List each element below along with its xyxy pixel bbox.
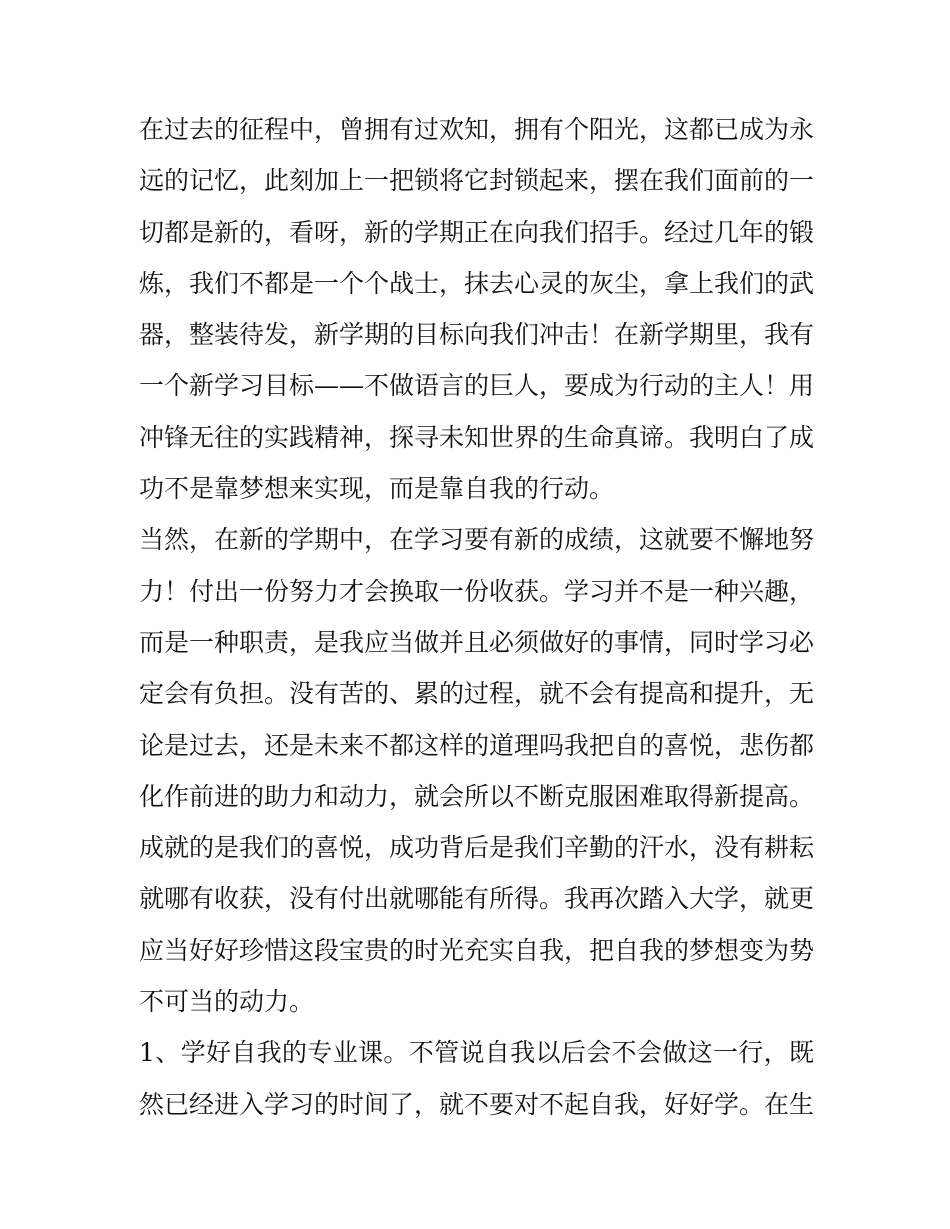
text-line: 论是过去，还是未来不都这样的道理吗我把自的喜悦，悲伤都 (139, 730, 815, 760)
text-line: 化作前进的助力和动力，就会所以不断克服困难取得新提高。 (139, 781, 815, 811)
text-line: 成就的是我们的喜悦，成功背后是我们辛勤的汗水，没有耕耘 (139, 833, 815, 863)
text-line: 一个新学习目标——不做语言的巨人，要成为行动的主人！用 (139, 371, 815, 401)
text-line: 力！付出一份努力才会换取一份收获。学习并不是一种兴趣， (139, 576, 815, 606)
text-line: 功不是靠梦想来实现，而是靠自我的行动。 (139, 474, 615, 504)
body-text (139, 104, 814, 1130)
text-line: 远的记忆，此刻加上一把锁将它封锁起来，摆在我们面前的一 (139, 166, 815, 196)
text-line: 当然，在新的学期中，在学习要有新的成绩，这就要不懈地努 (139, 525, 815, 555)
text-line: 应当好好珍惜这段宝贵的时光充实自我，把自我的梦想变为势 (139, 935, 815, 965)
text-line: 冲锋无往的实践精神，探寻未知世界的生命真谛。我明白了成 (139, 422, 815, 452)
text-line: 就哪有收获，没有付出就哪能有所得。我再次踏入大学，就更 (139, 884, 815, 914)
text-line: 在过去的征程中，曾拥有过欢知，拥有个阳光，这都已成为永 (139, 115, 815, 144)
text-line: 切都是新的，看呀，新的学期正在向我们招手。经过几年的锻 (139, 217, 815, 247)
text-line: 定会有负担。没有苦的、累的过程，就不会有提高和提升，无 (139, 679, 815, 709)
text-line: 炼，我们不都是一个个战士，抹去心灵的灰尘，拿上我们的武 (139, 268, 815, 298)
text-line: 1、学好自我的专业课。不管说自我以后会不会做这一行，既 (139, 1038, 814, 1068)
text-line: 器，整装待发，新学期的目标向我们冲击！在新学期里，我有 (139, 320, 815, 350)
text-line: 不可当的动力。 (139, 987, 315, 1017)
text-line: 而是一种职责，是我应当做并且必须做好的事情，同时学习必 (139, 627, 815, 657)
text-line: 然已经进入学习的时间了，就不要对不起自我，好好学。在生 (139, 1089, 815, 1119)
